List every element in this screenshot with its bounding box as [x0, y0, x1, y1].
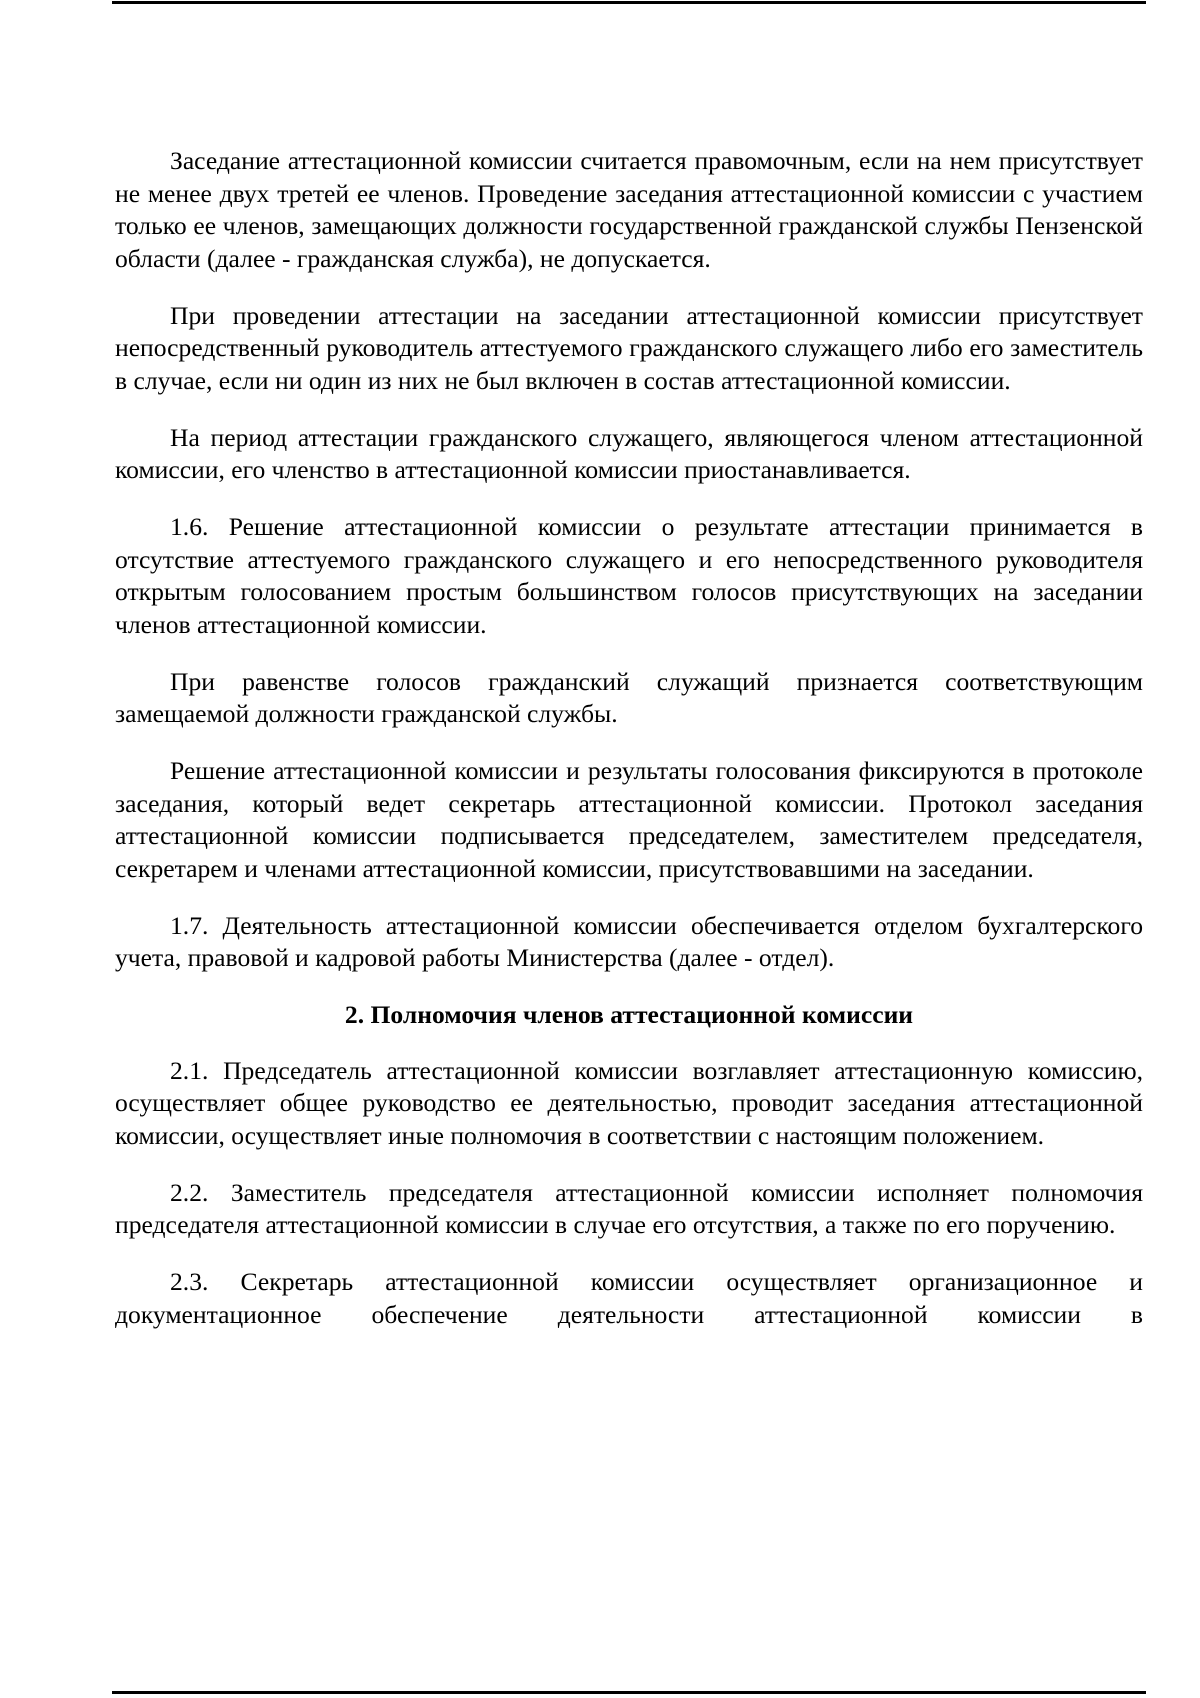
paragraph-tie-vote: При равенстве голосов гражданский служащий признается соответствующим замещаемой должности гражданской службы. [115, 666, 1143, 728]
paragraph-supervisor-presence: При проведении аттестации на заседании аттестационной комиссии присутствует непосредственный руководитель аттестуемого гражданского служащего либо его заместитель в случае, если ни один из них не был включен в состав аттестационной комиссии. [115, 300, 1143, 395]
paragraph-2-3-secretary: 2.3. Секретарь аттестационной комиссии осуществляет организационное и документационное обеспечение деятельности аттестационной комиссии в [115, 1267, 1143, 1329]
document-body [115, 145, 1143, 1331]
paragraph-protocol: Решение аттестационной комиссии и результаты голосования фиксируются в протоколе заседания, который ведет секретарь аттестационной комиссии. Протокол заседания аттестационной комиссии подписывается председателем, заместителем председателя, секретарем и членами аттестационной комиссии, присутствовавшими на заседании. [115, 756, 1143, 883]
paragraph-quorum: Заседание аттестационной комиссии считается правомочным, если на нем присутствует не менее двух третей ее членов. Проведение заседания аттестационной комиссии с участием только ее членов, замещающих должности государственной гражданской службы Пензенской области (далее - гражданская служба), не допускается. [115, 146, 1143, 273]
paragraph-1-7-activity: 1.7. Деятельность аттестационной комиссии обеспечивается отделом бухгалтерского учета, правовой и кадровой работы Министерства (далее - отдел). [115, 910, 1143, 972]
bottom-rule [112, 1691, 1146, 1694]
paragraph-1-6-decision: 1.6. Решение аттестационной комиссии о результате аттестации принимается в отсутствие аттестуемого гражданского служащего и его непосредственного руководителя открытым голосованием простым большинством голосов присутствующих на заседании членов аттестационной комиссии. [115, 512, 1143, 639]
section-heading: 2. Полномочия членов аттестационной комиссии [344, 1000, 914, 1029]
paragraph-membership-suspension: На период аттестации гражданского служащего, являющегося членом аттестационной комиссии, его членство в аттестационной комиссии приостанавливается. [115, 422, 1143, 484]
paragraph-2-1-chairman: 2.1. Председатель аттестационной комиссии возглавляет аттестационную комиссию, осуществляет общее руководство ее деятельностью, проводит заседания аттестационной комиссии, осуществляет иные полномочия в соответствии с настоящим положением. [115, 1055, 1143, 1150]
top-rule [112, 1, 1146, 4]
paragraph-2-2-deputy: 2.2. Заместитель председателя аттестационной комиссии исполняет полномочия председателя аттестационной комиссии в случае его отсутствия, а также по его поручению. [115, 1177, 1143, 1239]
